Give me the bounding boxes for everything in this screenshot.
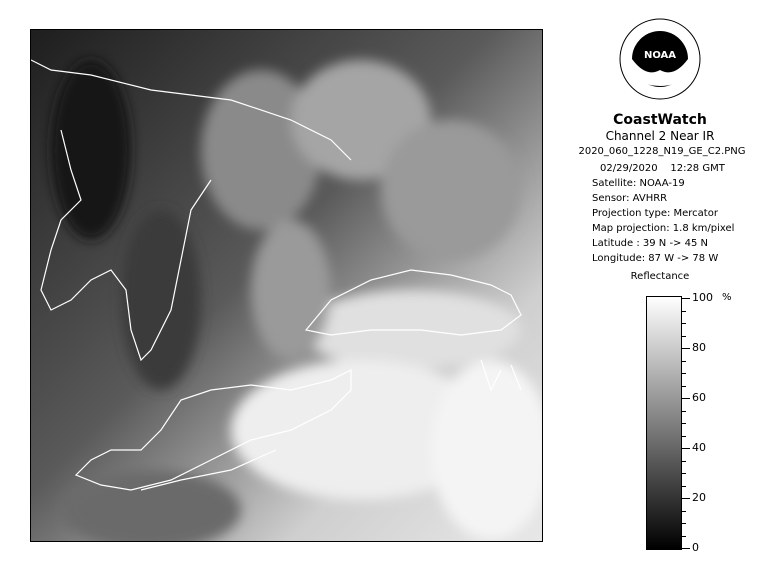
title-coastwatch: CoastWatch — [613, 112, 707, 128]
scale-tick — [682, 448, 690, 449]
scale-tick-label: 60 — [692, 391, 706, 404]
scale-tick — [682, 361, 686, 362]
scale-tick — [682, 423, 686, 424]
scale-tick — [682, 536, 686, 537]
scale-tick — [682, 498, 690, 499]
scale-title: Reflectance — [630, 271, 690, 282]
scale-tick — [682, 373, 686, 374]
scale-tick — [682, 486, 686, 487]
scale-tick — [682, 411, 686, 412]
map-svg — [31, 30, 543, 542]
datetime-text: 02/29/2020 12:28 GMT — [600, 163, 725, 174]
sensor-text: Sensor: AVHRR — [592, 193, 668, 204]
scale-tick — [682, 473, 686, 474]
metadata-block — [592, 161, 734, 266]
scale-tick — [682, 461, 686, 462]
scale-unit: % — [722, 292, 732, 303]
scale-tick — [682, 323, 686, 324]
subtitle-channel: Channel 2 Near IR — [605, 129, 715, 143]
scale-tick — [682, 348, 690, 349]
scale-tick-label: 80 — [692, 341, 706, 354]
scale-tick — [682, 298, 690, 299]
reflectance-colorbar — [646, 296, 682, 550]
scale-tick-label: 100 — [692, 291, 713, 304]
scale-tick-label: 40 — [692, 441, 706, 454]
projection-type-text: Projection type: Mercator — [592, 208, 718, 219]
satellite-image-map — [30, 29, 543, 542]
latitude-text: Latitude : 39 N -> 45 N — [592, 238, 708, 249]
scale-tick — [682, 311, 686, 312]
satellite-text: Satellite: NOAA-19 — [592, 178, 685, 189]
scale-tick — [682, 548, 690, 549]
scale-tick — [682, 436, 686, 437]
scale-tick — [682, 386, 686, 387]
noaa-logo-text: NOAA — [643, 50, 677, 61]
map-projection-text: Map projection: 1.8 km/pixel — [592, 223, 735, 234]
scale-tick — [682, 511, 686, 512]
filename-label: 2020_060_1228_N19_GE_C2.PNG — [578, 146, 746, 157]
scale-tick — [682, 336, 686, 337]
scale-tick — [682, 398, 690, 399]
noaa-logo — [619, 18, 701, 100]
scale-tick — [682, 523, 686, 524]
scale-tick-label: 20 — [692, 491, 706, 504]
longitude-text: Longitude: 87 W -> 78 W — [592, 253, 719, 264]
scale-tick-label: 0 — [692, 541, 699, 554]
